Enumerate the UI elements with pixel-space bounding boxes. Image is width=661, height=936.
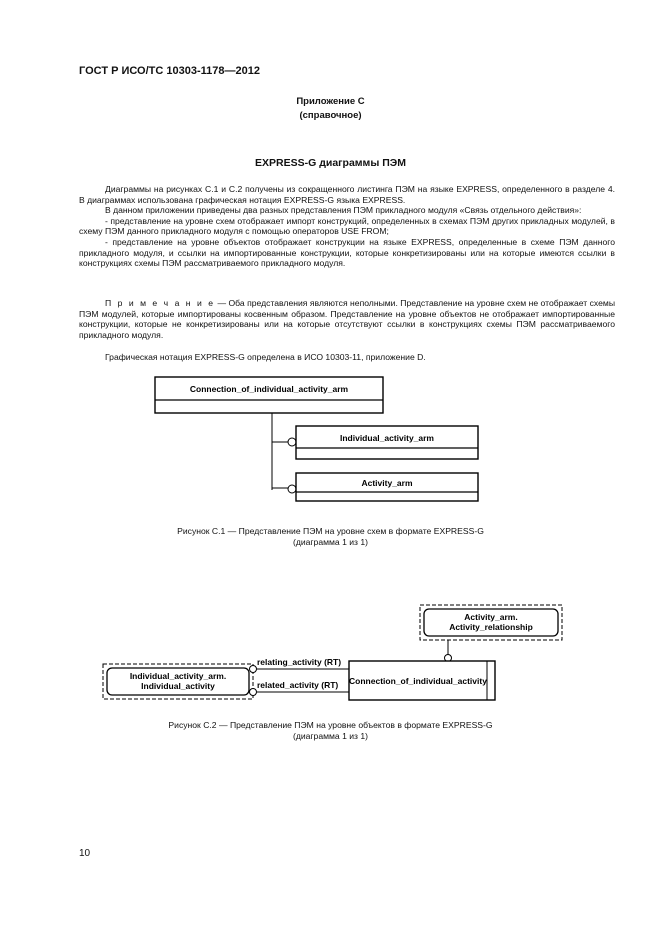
- schema-individual-label: Individual_activity_arm: [339, 433, 435, 443]
- figure-1-caption-sub: (диаграмма 1 из 1): [292, 537, 369, 547]
- paragraph: - представление на уровне объектов отображает конструкции на языке EXPRESS, определенные в схеме ПЭМ данного прикладного модуля, и ссылки на импортированные конструкции, которые конкретизированы или на которые имеются ссылки в конструкциях схемы ПЭМ рассматриваемого прикладного модуля.: [79, 236, 615, 269]
- related-attribute-circle: [250, 689, 257, 696]
- schema-box-individual: [296, 426, 478, 459]
- figure-2-caption: [0, 720, 661, 742]
- use-from-circle: [288, 485, 296, 493]
- intro-text: [79, 184, 615, 269]
- schema-activity-label: Activity_arm: [361, 478, 413, 488]
- schema-box-main: [155, 377, 383, 413]
- figure-2-caption-sub: (диаграмма 1 из 1): [292, 731, 369, 741]
- schema-main-label: Connection_of_individual_activity_arm: [189, 384, 349, 394]
- page-number: 10: [79, 848, 91, 859]
- note-text: — Оба представления являются неполными. Представление на уровне схем не отображает схемы ПЭМ модулей, которые импортированы косвенным образом. Представление на уровне объектов не отображает импортированные конструкции, которые не конкретизированы или на которые отсутствуют ссылки в конструкциях схемы ПЭМ рассматриваемого прикладного модуля.: [79, 298, 615, 340]
- paragraph: В данном приложении приведены два разных представления ПЭМ прикладного модуля «Связь отдельного действия»:: [105, 205, 582, 216]
- entity-box-connection: [349, 661, 495, 700]
- entity-label: Connection_of_individual_activity: [349, 676, 487, 686]
- appendix-heading: [0, 95, 661, 123]
- paragraph: - представление на уровне схем отображает импорт конструкций, определенных в схемах ПЭМ других прикладных модулей, в схему ПЭМ данного прикладного модуля с помощью операторов USE FROM;: [79, 215, 615, 237]
- figure-2-diagram: [95, 600, 575, 715]
- ref-box-activity-relationship: [420, 605, 562, 640]
- ref-activity-label-line1: Activity_arm.: [464, 612, 518, 622]
- note-label: П р и м е ч а н и е: [105, 298, 215, 308]
- paragraph: Графическая нотация EXPRESS-G определена в ИСО 10303-11, приложение D.: [105, 352, 426, 362]
- schema-connector-lines: [272, 413, 288, 490]
- figure-1-diagram: [150, 372, 490, 502]
- appendix-title: Приложение С: [296, 96, 365, 107]
- ref-box-individual-activity: [103, 664, 253, 699]
- figure-1-caption-title: Рисунок С.1 — Представление ПЭМ на уровне схем в формате EXPRESS-G: [177, 526, 484, 536]
- appendix-type: (справочное): [299, 110, 362, 121]
- relating-attribute-label: relating_activity (RT): [257, 657, 342, 667]
- relating-attribute-circle: [250, 666, 257, 673]
- note-block: [79, 298, 615, 340]
- notation-text: [79, 352, 615, 363]
- paragraph: Диаграммы на рисунках С.1 и С.2 получены из сокращенного листинга ПЭМ на языке EXPRESS, определенного в разделе 4. В диаграммах использована графическая нотация EXPRESS-G языка EXPRESS.: [79, 184, 615, 205]
- figure-2-caption-title: Рисунок С.2 — Представление ПЭМ на уровне объектов в формате EXPRESS-G: [168, 720, 493, 730]
- ref-individual-label-line1: Individual_activity_arm.: [129, 671, 227, 681]
- ref-activity-label-line2: Activity_relationship: [449, 622, 533, 632]
- use-from-circle: [288, 438, 296, 446]
- schema-box-activity: [296, 473, 478, 501]
- section-title: EXPRESS-G диаграммы ПЭМ: [255, 157, 406, 169]
- ref-individual-label-line2: Individual_activity: [141, 681, 215, 691]
- figure-1-caption: [0, 526, 661, 548]
- related-attribute-label: related_activity (RT): [257, 680, 339, 690]
- standard-header: ГОСТ Р ИСО/ТС 10303-1178—2012: [79, 65, 260, 77]
